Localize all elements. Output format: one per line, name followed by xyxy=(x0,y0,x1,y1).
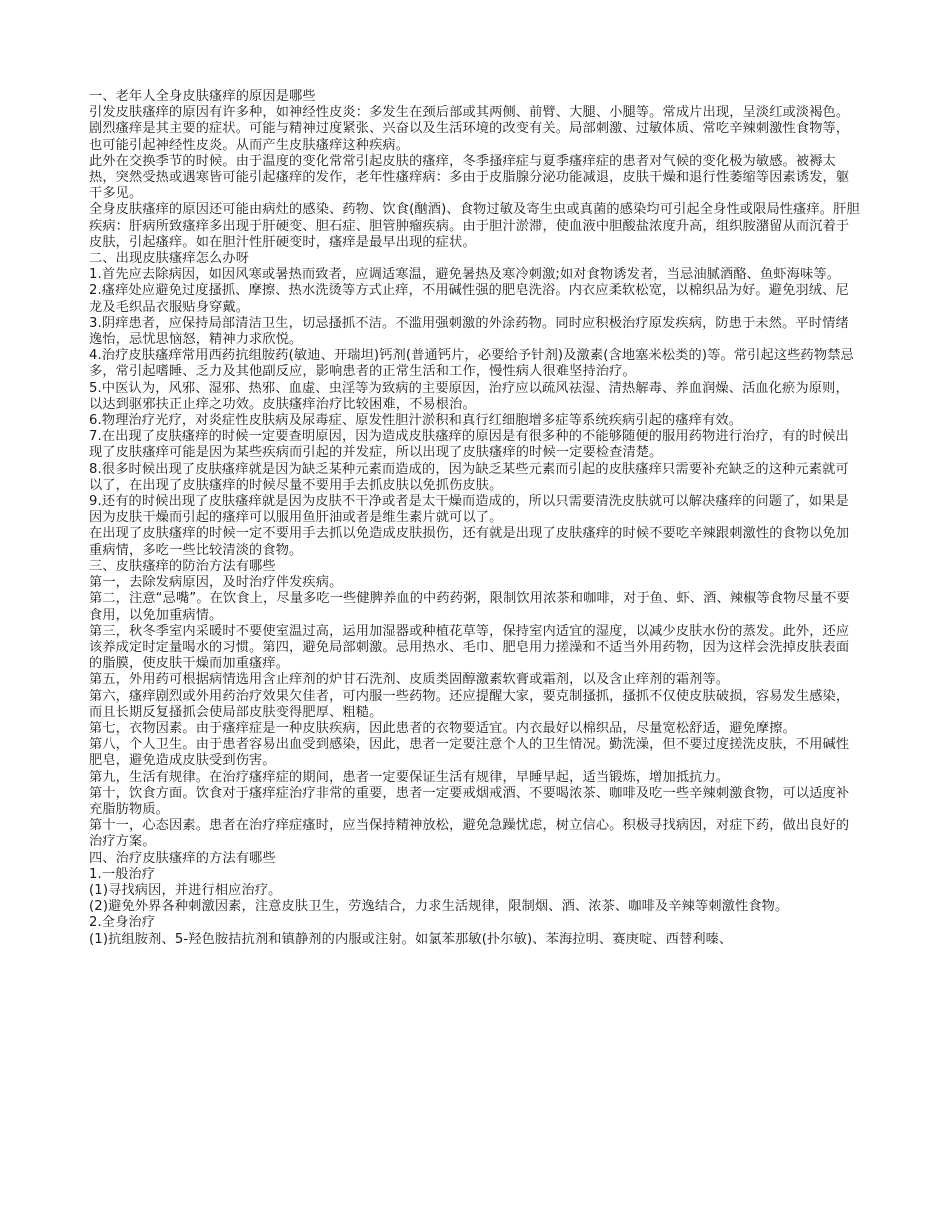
paragraph: 1.首先应去除病因，如因风寒或暑热而致者，应调适寒温，避免暑热及寒冷刺激;如对食物诱发者，当忌油腻酒酪、鱼虾海味等。 xyxy=(89,267,841,283)
paragraph: 3.阴痒患者，应保持局部清洁卫生，切忌搔抓不洁。不滥用强刺激的外涂药物。同时应积极治疗原发疾病，防患于未然。平时情绪逸怡，忌忧思恼怒，精神力求欣悦。 xyxy=(89,315,849,348)
paragraph: 2.瘙痒处应避免过度搔抓、摩擦、热水洗烫等方式止痒，不用碱性强的肥皂洗浴。内衣应柔软松宽，以棉织品为好。避免羽绒、尼龙及毛织品衣服贴身穿戴。 xyxy=(89,283,849,315)
paragraph: (1)寻找病因，并进行相应治疗。 xyxy=(89,882,282,898)
paragraph: 第一，去除发病原因，及时治疗伴发疾病。 xyxy=(89,575,343,591)
paragraph: (1)抗组胺剂、5-羟色胺拮抗剂和镇静剂的内服或注射。如氯苯那敏(扑尔敏)、苯海拉明、赛庚啶、西替利嗪、 xyxy=(89,931,733,947)
paragraph: 第十一，心态因素。患者在治疗痒症瘙时，应当保持精神放松，避免急躁忧虑，树立信心。积极寻找病因，对症下药，做出良好的治疗方案。 xyxy=(89,818,850,850)
paragraph: 第三，秋冬季室内采暖时不要使室温过高，运用加湿器或种植花草等，保持室内适宜的湿度，以减少皮肤水份的蒸发。此外，还应该养成定时定量喝水的习惯。第四，避免局部刺激。忌用热水、毛巾、肥皂用力搓澡和不适当外用药物，因为这样会洗掉皮肤表面的脂膜，使皮肤干燥而加重瘙痒。 xyxy=(89,623,850,672)
paragraph: 在出现了皮肤瘙痒的时候一定不要用手去抓以免造成皮肤损伤，还有就是出现了皮肤瘙痒的时候不要吃辛辣跟刺激性的食物以免加重病情，多吃一些比较清淡的食物。 xyxy=(89,526,850,558)
section-heading: 三、皮肤瘙痒的防治方法有哪些 xyxy=(89,558,276,574)
paragraph: 1.一般治疗 xyxy=(89,866,156,882)
paragraph: 第六，瘙痒剧烈或外用药治疗效果欠佳者，可内服一些药物。还应提醒大家，要克制搔抓，搔抓不仅使皮肤破损，容易发生感染，而且长期反复搔抓会使局部皮肤变得肥厚、粗糙。 xyxy=(89,688,850,720)
paragraph: 第九，生活有规律。在治疗瘙痒症的期间，患者一定要保证生活有规律，早睡早起，适当锻炼，增加抵抗力。 xyxy=(89,769,730,785)
document-body xyxy=(89,89,861,948)
paragraph: 第七，衣物因素。由于瘙痒症是一种皮肤疾病，因此患者的衣物要适宜。内衣最好以棉织品，尽量宽松舒适，避免摩擦。 xyxy=(89,720,796,736)
paragraph: 6.物理治疗光疗，对炎症性皮肤病及尿毒症、原发性胆汁淤积和真行红细胞增多症等系统疾病引起的瘙痒有效。 xyxy=(89,413,743,429)
paragraph: 9.还有的时候出现了皮肤瘙痒就是因为皮肤不干净或者是太干燥而造成的，所以只需要清洗皮肤就可以解决瘙痒的问题了，如果是因为皮肤干燥而引起的瘙痒可以服用鱼肝油或者是维生素片就可以了。 xyxy=(89,494,849,526)
paragraph: 第二，注意“忌嘴”。在饮食上，尽量多吃一些健脾养血的中药药粥，限制饮用浓茶和咖啡，对于鱼、虾、酒、辣椒等食物尽量不要食用，以免加重病情。 xyxy=(89,591,850,623)
paragraph: 第十，饮食方面。饮食对于瘙痒症治疗非常的重要，患者一定要戒烟戒酒、不要喝浓茶、咖啡及吃一些辛辣刺激食物，可以适度补充脂肪物质。 xyxy=(89,785,850,817)
paragraph: 2.全身治疗 xyxy=(89,915,156,931)
section-heading: 二、出现皮肤瘙痒怎么办呀 xyxy=(89,251,250,267)
paragraph: 8.很多时候出现了皮肤瘙痒就是因为缺乏某种元素而造成的，因为缺乏某些元素而引起的皮肤瘙痒只需要补充缺乏的这种元素就可以了，在出现了皮肤瘙痒的时候尽量不要用手去抓皮肤以免抓伤皮肤。 xyxy=(89,461,849,493)
section-heading: 一、老年人全身皮肤瘙痒的原因是哪些 xyxy=(89,89,316,104)
paragraph: 引发皮肤瘙痒的原因有许多种，如神经性皮炎：多发生在颈后部或其两侧、前臂、大腿、小腿等。常成片出现，呈淡红或淡褐色。剧烈瘙痒是其主要的症状。可能与精神过度紧张、兴奋以及生活环境的改变有关。局部刺激、过敏体质、常吃辛辣刺激性食物等，也可能引起神经性皮炎。从而产生皮肤瘙痒这种疾病。 xyxy=(89,105,850,153)
paragraph: 此外在交换季节的时候。由于温度的变化常常引起皮肤的瘙痒，冬季搔痒症与夏季瘙痒症的患者对气候的变化极为敏感。被褥太热，突然受热或遇寒皆可能引起瘙痒的发作，老年性瘙痒病：多由于皮脂腺分泌功能减退，皮肤干燥和退行性萎缩等因素诱发，躯干多见。 xyxy=(89,153,850,202)
section-heading: 四、治疗皮肤瘙痒的方法有哪些 xyxy=(89,850,276,866)
paragraph: 全身皮肤瘙痒的原因还可能由病灶的感染、药物、饮食(酗酒)、食物过敏及寄生虫或真菌的感染均可引起全身性或限局性瘙痒。肝胆疾病：肝病所致瘙痒多出现于肝硬变、胆石症、胆管肿瘤疾病。由于胆汁淤滞，使血液中胆酸盐浓度升高，组织胺潴留从而沉着于皮肤，引起瘙痒。如在胆汁性肝硬变时，瘙痒是最早出现的症状。 xyxy=(89,202,860,250)
paragraph: 第五，外用药可根据病情选用含止痒剂的炉甘石洗剂、皮质类固醇激素软膏或霜剂，以及含止痒剂的霜剂等。 xyxy=(89,672,730,688)
paragraph: 4.治疗皮肤瘙痒常用西药抗组胺药(敏迪、开瑞坦)钙剂(普通钙片，必要给予针剂)及激素(含地塞米松类的)等。常引起这些药物禁忌多，常引起嗜睡、乏力及其他副反应，影响患者的正常生活和工作，慢性病人很难坚持治疗。 xyxy=(89,348,854,380)
paragraph: 5.中医认为，风邪、湿邪、热邪、血虚、虫淫等为致病的主要原因，治疗应以疏风祛湿、清热解毒、养血润燥、活血化瘀为原则，以达到驱邪扶正止痒之功效。皮肤瘙痒治疗比较困难，不易根治。 xyxy=(89,380,849,412)
paragraph: 第八，个人卫生。由于患者容易出血受到感染，因此，患者一定要注意个人的卫生情况。勤洗澡，但不要过度搓洗皮肤，不用碱性肥皂，避免造成皮肤受到伤害。 xyxy=(89,737,850,769)
paragraph: 7.在出现了皮肤瘙痒的时候一定要查明原因，因为造成皮肤瘙痒的原因是有很多种的不能够随便的服用药物进行治疗，有的时候出现了皮肤瘙痒可能是因为某些疾病而引起的并发症，所以出现了皮肤瘙痒的时候一定要检查清楚。 xyxy=(89,429,849,461)
paragraph: (2)避免外界各种刺激因素，注意皮肤卫生，劳逸结合，力求生活规律，限制烟、酒、浓茶、咖啡及辛辣等刺激性食物。 xyxy=(89,899,789,915)
